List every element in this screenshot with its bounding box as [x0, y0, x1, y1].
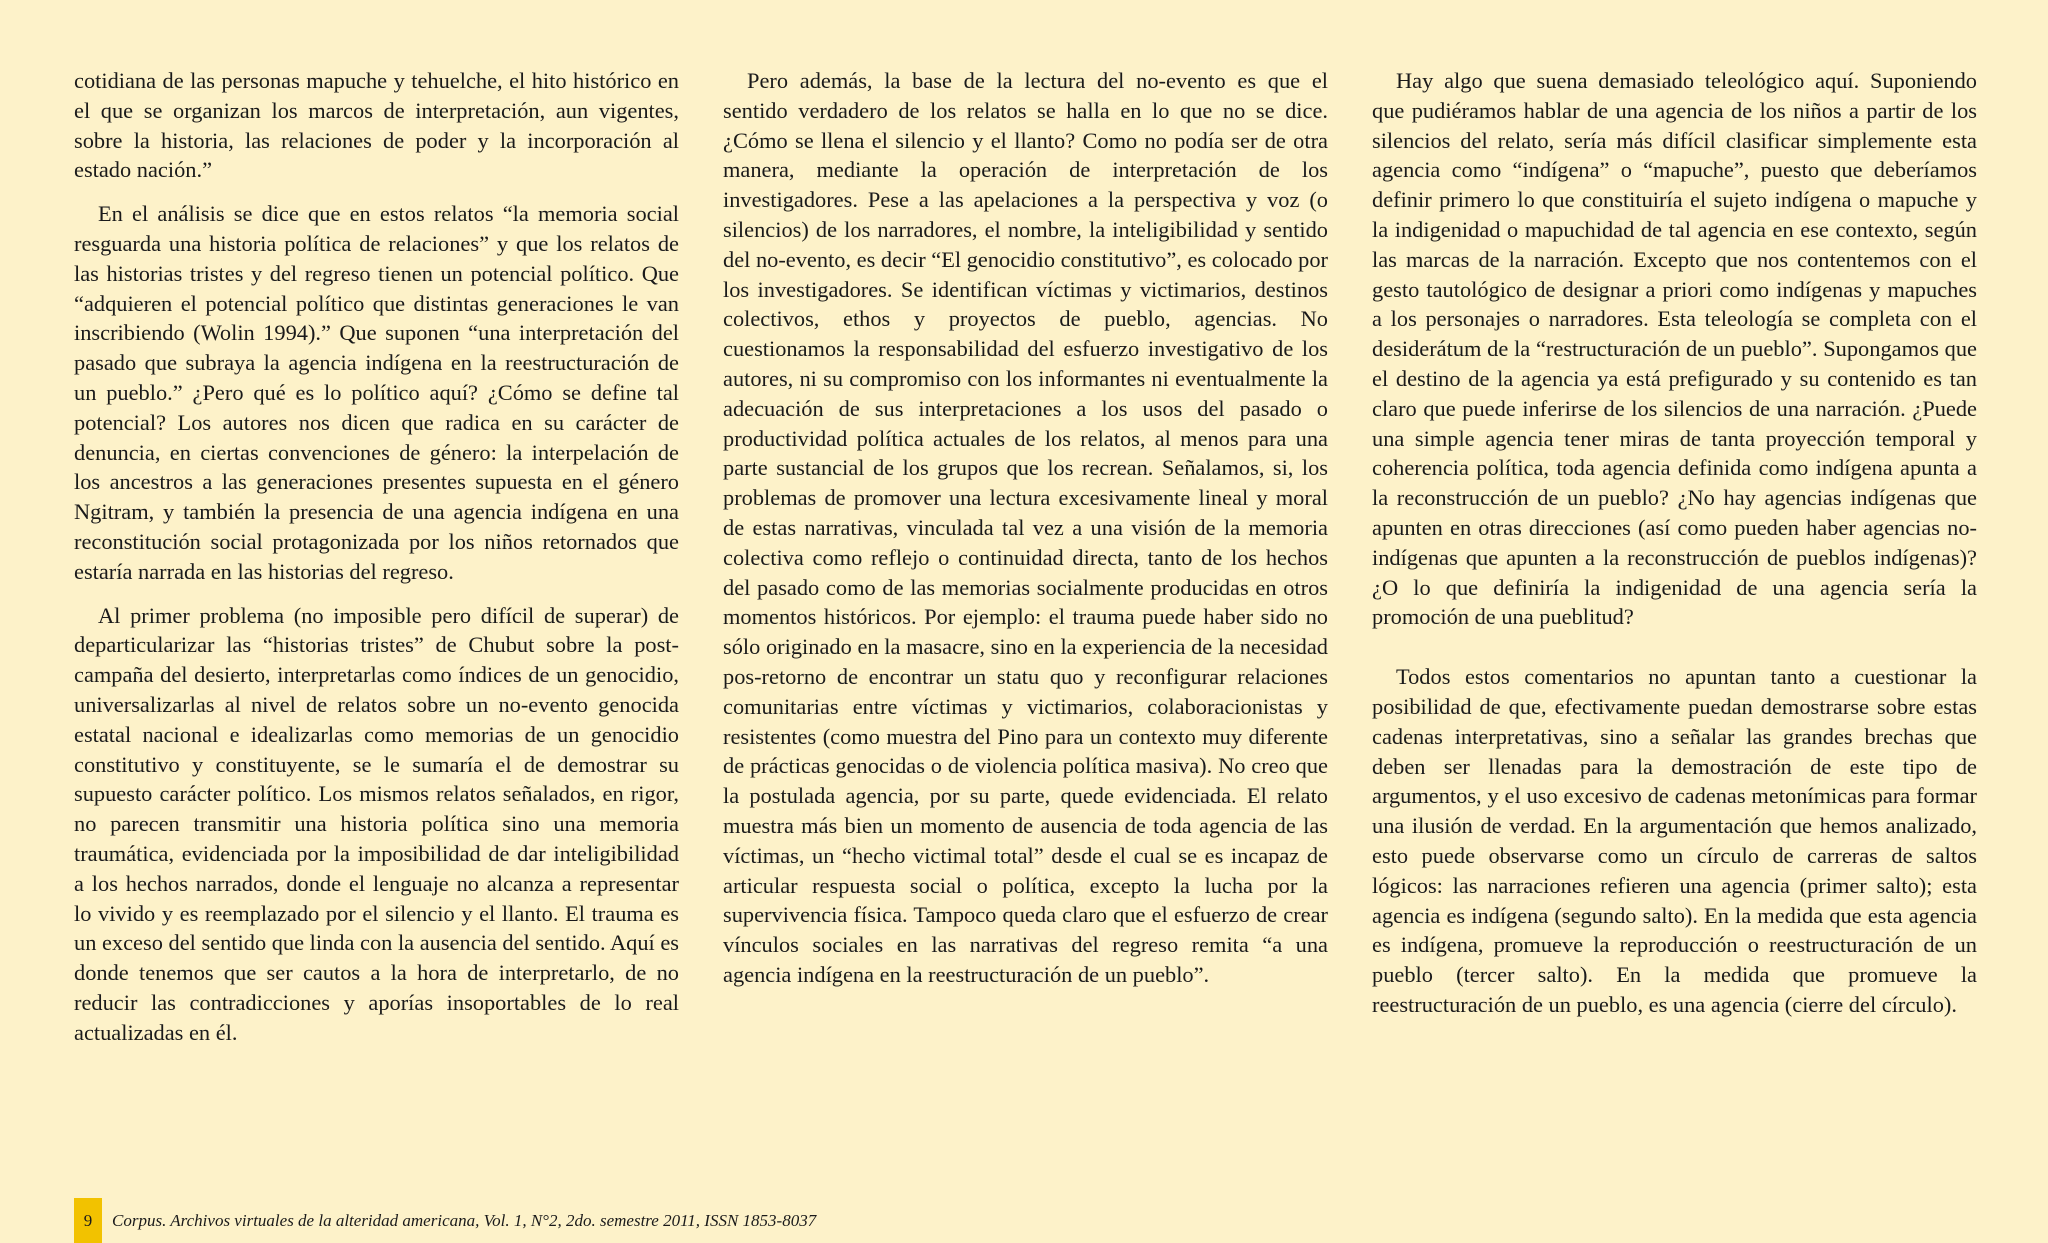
paragraph: En el análisis se dice que en estos relatos “la memoria social resguarda una historia política de relaciones” y que los relatos de las historias tristes y del regreso tienen un potencial político. Que “adquieren el potencial político que distintas generaciones le van inscribiendo (Wolin 1994).” Que suponen “una interpretación del pasado que subraya la agencia indígena en la reestructuración de un pueblo.” ¿Pero qué es lo político aquí? ¿Cómo se define tal potencial? Los autores nos dicen que radica en su carácter de denuncia, en ciertas convenciones de género: la interpelación de los ancestros a las generaciones presentes supuesta en el género Ngitram, y también la presencia de una agencia indígena en una reconstitución social protagonizada por los niños retornados que estaría narrada en las historias del regreso. [74, 201, 679, 584]
paragraph: Pero además, la base de la lectura del no-evento es que el sentido verdadero de los relatos se halla en lo que no se dice. ¿Cómo se llena el silencio y el llanto? Como no podía ser de otra manera, mediante la operación de interpretación de los investigadores. Pese a las apelaciones a la perspectiva y voz (o silencios) de los narradores, el nombre, la inteligibilidad y sentido del no-evento, es decir “El genocidio constitutivo”, es colocado por los investigadores. Se identifican víctimas y victimarios, destinos colectivos, ethos y proyectos de pueblo, agencias. No cuestionamos la responsabilidad del esfuerzo investigativo de los autores, ni su compromiso con los informantes ni eventualmente la adecuación de sus interpretaciones a los usos del pasado o productividad política actuales de los relatos, al menos para una parte sustancial de los grupos que los recrean. Señalamos, si, los problemas de promover una lectura excesivamente lineal y moral de estas narrativas, vinculada tal vez a una visión de la memoria colectiva como reflejo o continuidad directa, tanto de los hechos del pasado como de las memorias socialmente producidas en otros momentos históricos. Por ejemplo: el trauma puede haber sido no sólo originado en la masacre, sino en la experiencia de la necesidad pos-retorno de encontrar un statu quo y reconfigurar relaciones comunitarias entre víctimas y victimarios, colaboracionistas y resistentes (como muestra del Pino para un contexto muy diferente de prácticas genocidas o de violencia política masiva). No creo que la postulada agencia, por su parte, quede evidenciada. El relato muestra más bien un momento de ausencia de toda agencia de las víctimas, un “hecho victimal total” desde el cual se es incapaz de articular respuesta social o política, excepto la lucha por la supervivencia física. Tampoco queda claro que el esfuerzo de crear vínculos sociales en las narrativas del regreso remita “a una agencia indígena en la reestructuración de un pueblo”. [723, 68, 1328, 987]
paragraph: Todos estos comentarios no apuntan tanto a cuestionar la posibilidad de que, efectivamente puedan demostrarse sobre estas cadenas interpretativas, sino a señalar las grandes brechas que deben ser llenadas para la demostración de este tipo de argumentos, y el uso excesivo de cadenas metonímicas para formar una ilusión de verdad. En la argumentación que hemos analizado, esto puede observarse como un círculo de carreras de saltos lógicos: las narraciones refieren una agencia (primer salto); esta agencia es indígena (segundo salto). En la medida que esta agencia es indígena, promueve la reproducción o reestructuración de un pueblo (tercer salto). En la medida que promueve la reestructuración de un pueblo, es una agencia (cierre del círculo). [1372, 664, 1977, 1017]
text-column-3 [1372, 66, 1977, 1020]
paragraph: cotidiana de las personas mapuche y tehuelche, el hito histórico en el que se organizan los marcos de interpretación, aun vigentes, sobre la historia, las relaciones de poder y la incorporación al estado nación.” [74, 68, 679, 183]
paragraph: Hay algo que suena demasiado teleológico aquí. Suponiendo que pudiéramos hablar de una agencia de los niños a partir de los silencios del relato, sería más difícil clasificar simplemente esta agencia como “indígena” o “mapuche”, puesto que deberíamos definir primero lo que constituiría el sujeto indígena o mapuche y la indigenidad o mapuchidad de tal agencia en ese contexto, según las marcas de la narración. Excepto que nos contentemos con el gesto tautológico de designar a priori como indígenas y mapuches a los personajes o narradores. Esta teleología se completa con el desiderátum de la “restructuración de un pueblo”. Supongamos que el destino de la agencia ya está prefigurado y su contenido es tan claro que puede inferirse de los silencios de una narración. ¿Puede una simple agencia tener miras de tanta proyección temporal y coherencia política, toda agencia definida como indígena apunta a la reconstrucción de un pueblo? ¿No hay agencias indígenas que apunten en otras direcciones (así como pueden haber agencias no-indígenas que apunten a la reconstrucción de pueblos indígenas)? ¿O lo que definiría la indigenidad de una agencia sería la promoción de una pueblitud? [1372, 68, 1977, 630]
footer-citation: Corpus. Archivos virtuales de la alteridad americana, Vol. 1, N°2, 2do. semestre 2011, ISSN 1853-8037 [112, 1210, 817, 1230]
page-footer [74, 1198, 816, 1243]
text-column-2 [723, 66, 1328, 990]
page-number: 9 [74, 1198, 102, 1243]
text-column-1 [74, 66, 679, 1048]
paragraph: Al primer problema (no imposible pero difícil de superar) de departicularizar las “historias tristes” de Chubut sobre la post-campaña del desierto, interpretarlas como índices de un genocidio, universalizarlas al nivel de relatos sobre un no-evento genocida estatal nacional e idealizarlas como memorias de un genocidio constitutivo y constituyente, se le sumaría el de demostrar su supuesto carácter político. Los mismos relatos señalados, en rigor, no parecen transmitir una historia política sino una memoria traumática, evidenciada por la imposibilidad de dar inteligibilidad a los hechos narrados, donde el lenguaje no alcanza a representar lo vivido y es reemplazado por el silencio y el llanto. El trauma es un exceso del sentido que linda con la ausencia del sentido. Aquí es donde tenemos que ser cautos a la hora de interpretarlo, de no reducir las contradicciones y aporías insoportables de lo real actualizadas en él. [74, 602, 680, 1045]
